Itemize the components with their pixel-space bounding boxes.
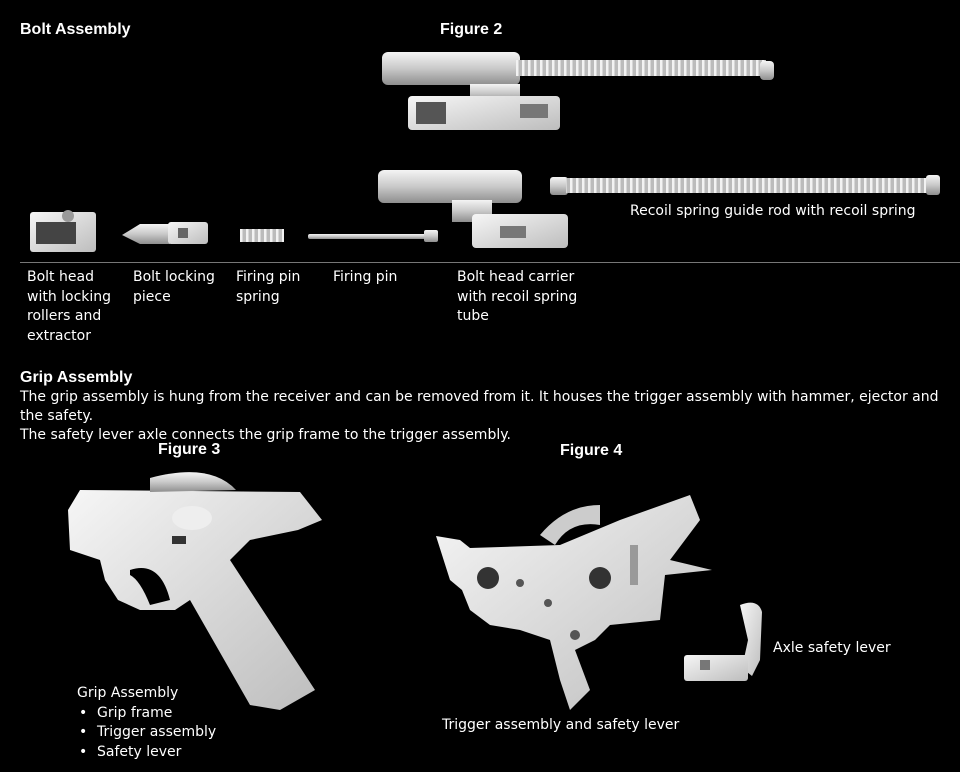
firing-pin-spring-image (240, 229, 284, 242)
bolt-heading: Bolt Assembly (20, 21, 131, 38)
bolt-assembled-image (382, 52, 774, 130)
grip-frame-image (68, 472, 322, 710)
figure-4-label: Figure 4 (560, 442, 623, 459)
grip-list (77, 684, 216, 762)
part-caption-bolt-carrier: Bolt head carrier with recoil spring tube (457, 269, 578, 324)
bolt-head-image (30, 210, 96, 252)
spring-caption: Recoil spring guide rod with recoil spring (630, 203, 916, 219)
divider (20, 262, 960, 263)
part-caption-locking-piece: Bolt locking piece (133, 269, 215, 305)
recoil-spring-image (550, 175, 940, 195)
axle-safety-lever-image (684, 603, 762, 681)
figure-2-label: Figure 2 (440, 21, 503, 38)
part-caption-firing-pin-spring: Firing pin spring (236, 269, 301, 305)
grip-heading: Grip Assembly (20, 369, 133, 386)
firing-pin-image (308, 230, 438, 242)
trigger-caption: Trigger assembly and safety lever (442, 717, 680, 733)
grip-list-title: Grip Assembly (77, 685, 179, 701)
list-item: • Safety lever (77, 743, 216, 763)
list-item: • Grip frame (77, 704, 216, 724)
part-caption-bolt-head: Bolt head with locking rollers and extractor (27, 269, 112, 344)
list-item: • Trigger assembly (77, 723, 216, 743)
locking-piece-image (122, 222, 208, 244)
axle-caption: Axle safety lever (773, 640, 891, 656)
figure-3-label: Figure 3 (158, 441, 221, 458)
grip-paragraph: The grip assembly is hung from the receiver and can be removed from it. It houses the trigger assembly with hammer, ejector and the safety. The safety lever axle connects the grip frame to the trigger assembly. (20, 389, 939, 443)
part-caption-firing-pin: Firing pin (333, 269, 398, 285)
trigger-assembly-image (436, 495, 712, 710)
